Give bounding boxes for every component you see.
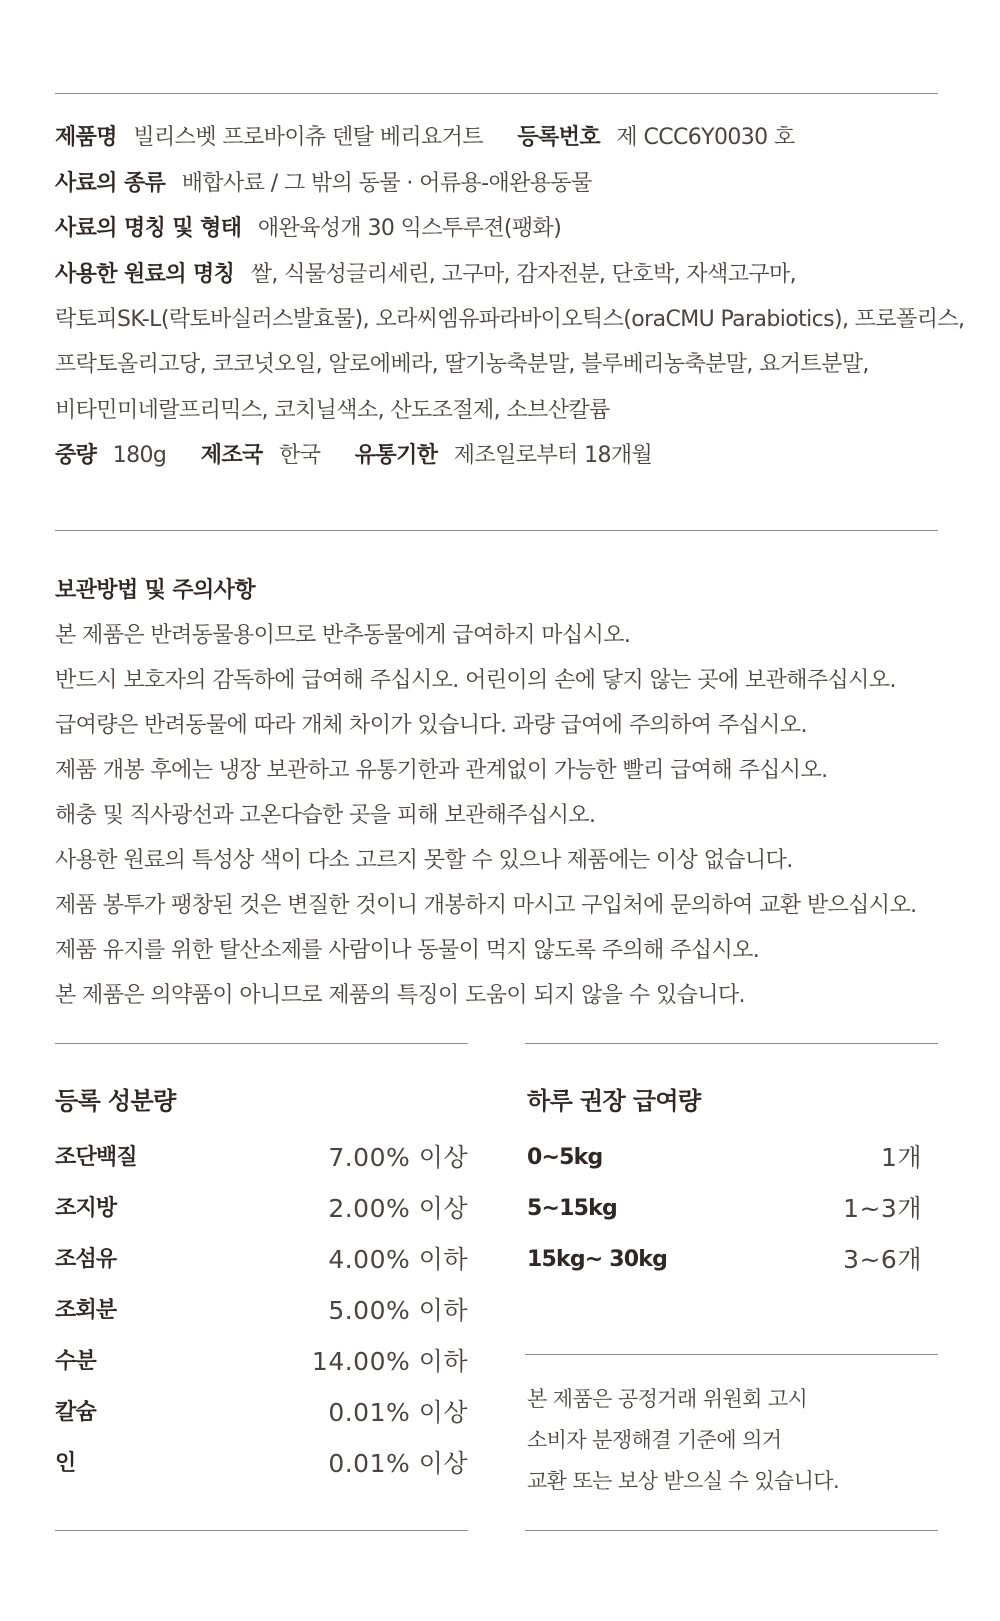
registration-label: 등록번호 — [517, 125, 601, 150]
feeding-top-divider — [525, 1043, 938, 1044]
nutrient-name: 조지방 — [55, 1196, 117, 1221]
origin-value: 한국 — [279, 443, 321, 468]
registration-value: 제 CCC6Y0030 호 — [616, 125, 795, 150]
feeding-amount: 3~6개 — [843, 1245, 922, 1274]
nutrient-name: 조단백질 — [55, 1145, 137, 1170]
feeding-weight: 5~15kg — [527, 1196, 617, 1221]
ingredients-line: 쌀, 식물성글리세린, 고구마, 감자전분, 단호박, 자색고구마, — [250, 262, 797, 287]
feed-form-row — [55, 214, 561, 244]
storage-line: 반드시 보호자의 감독하에 급여해 주십시오. 어린이의 손에 닿지 않는 곳에 보관해주십시오. — [55, 668, 896, 693]
feed-type-label: 사료의 종류 — [55, 171, 166, 196]
origin-label: 제조국 — [200, 443, 263, 468]
storage-line: 급여량은 반려동물에 따라 개체 차이가 있습니다. 과량 급여에 주의하여 주십시오. — [55, 713, 807, 738]
weight-label: 중량 — [55, 443, 97, 468]
ingredients-line: 프락토올리고당, 코코넛오일, 알로에베라, 딸기농축분말, 블루베리농축분말, 요거트분말, — [55, 352, 869, 377]
section-divider — [55, 530, 938, 531]
feeding-weight: 0~5kg — [527, 1145, 603, 1170]
nutrients-title: 등록 성분량 — [55, 1087, 176, 1115]
storage-line: 제품 유지를 위한 탈산소제를 사람이나 동물이 먹지 않도록 주의해 주십시오. — [55, 938, 760, 963]
nutrient-value: 5.00% 이하 — [328, 1296, 468, 1325]
feeding-amount: 1개 — [880, 1143, 922, 1172]
expiry-label: 유통기한 — [354, 443, 438, 468]
storage-line: 본 제품은 반려동물용이므로 반추동물에게 급여하지 마십시오. — [55, 623, 631, 648]
feed-type-row — [55, 169, 592, 199]
product-name-row — [55, 123, 795, 153]
feed-type-value: 배합사료 / 그 밖의 동물 · 어류용-애완용동물 — [181, 171, 592, 196]
storage-title: 보관방법 및 주의사항 — [55, 578, 255, 603]
ingredients-line: 비타민미네랄프리믹스, 코치닐색소, 산도조절제, 소브산칼륨 — [55, 398, 610, 423]
storage-line: 제품 봉투가 팽창된 것은 변질한 것이니 개봉하지 마시고 구입처에 문의하여 교환 받으십시오. — [55, 893, 917, 918]
notice-line: 교환 또는 보상 받으실 수 있습니다. — [527, 1469, 840, 1493]
expiry-value: 제조일로부터 18개월 — [453, 443, 653, 468]
notice-divider — [525, 1354, 938, 1355]
ingredients-label: 사용한 원료의 명칭 — [55, 262, 235, 287]
feeding-weight: 15kg~ 30kg — [527, 1247, 668, 1272]
nutrient-name: 수분 — [55, 1349, 96, 1374]
ingredients-row — [55, 260, 796, 290]
storage-line: 제품 개봉 후에는 냉장 보관하고 유통기한과 관계없이 가능한 빨리 급여해 주십시오. — [55, 758, 828, 783]
weight-origin-expiry-row — [55, 441, 652, 471]
ingredients-line: 락토피SK-L(락토바실러스발효물), 오라씨엠유파라바이오틱스(oraCMU Parabiotics), 프로폴리스, — [55, 307, 965, 332]
weight-value: 180g — [112, 443, 167, 468]
nutrient-value: 4.00% 이하 — [328, 1245, 468, 1274]
feed-form-label: 사료의 명칭 및 형태 — [55, 216, 242, 241]
nutrient-name: 인 — [55, 1451, 76, 1476]
nutrients-bottom-divider — [55, 1530, 468, 1531]
nutrient-value: 7.00% 이상 — [328, 1143, 468, 1172]
nutrient-name: 조섬유 — [55, 1247, 117, 1272]
storage-line: 본 제품은 의약품이 아니므로 제품의 특징이 도움이 되지 않을 수 있습니다. — [55, 983, 745, 1008]
top-divider — [55, 93, 938, 94]
nutrient-value: 0.01% 이상 — [328, 1449, 468, 1478]
nutrients-top-divider — [55, 1043, 468, 1044]
product-name-value: 빌리스벳 프로바이츄 덴탈 베리요거트 — [133, 125, 483, 150]
nutrient-value: 14.00% 이하 — [311, 1347, 468, 1376]
storage-line: 해충 및 직사광선과 고온다습한 곳을 피해 보관해주십시오. — [55, 803, 596, 828]
nutrient-value: 2.00% 이상 — [328, 1194, 468, 1223]
feeding-bottom-divider — [525, 1530, 938, 1531]
feeding-amount: 1~3개 — [843, 1194, 922, 1223]
notice-line: 소비자 분쟁해결 기준에 의거 — [527, 1428, 782, 1452]
storage-line: 사용한 원료의 특성상 색이 다소 고르지 못할 수 있으나 제품에는 이상 없습니다. — [55, 848, 793, 873]
nutrient-value: 0.01% 이상 — [328, 1398, 468, 1427]
feeding-title: 하루 권장 급여량 — [527, 1087, 701, 1115]
product-name-label: 제품명 — [55, 125, 117, 150]
feed-form-value: 애완육성개 30 익스투루젼(팽화) — [257, 216, 562, 241]
nutrient-name: 칼슘 — [55, 1400, 96, 1425]
nutrient-name: 조회분 — [55, 1298, 117, 1323]
notice-line: 본 제품은 공정거래 위원회 고시 — [527, 1387, 808, 1411]
